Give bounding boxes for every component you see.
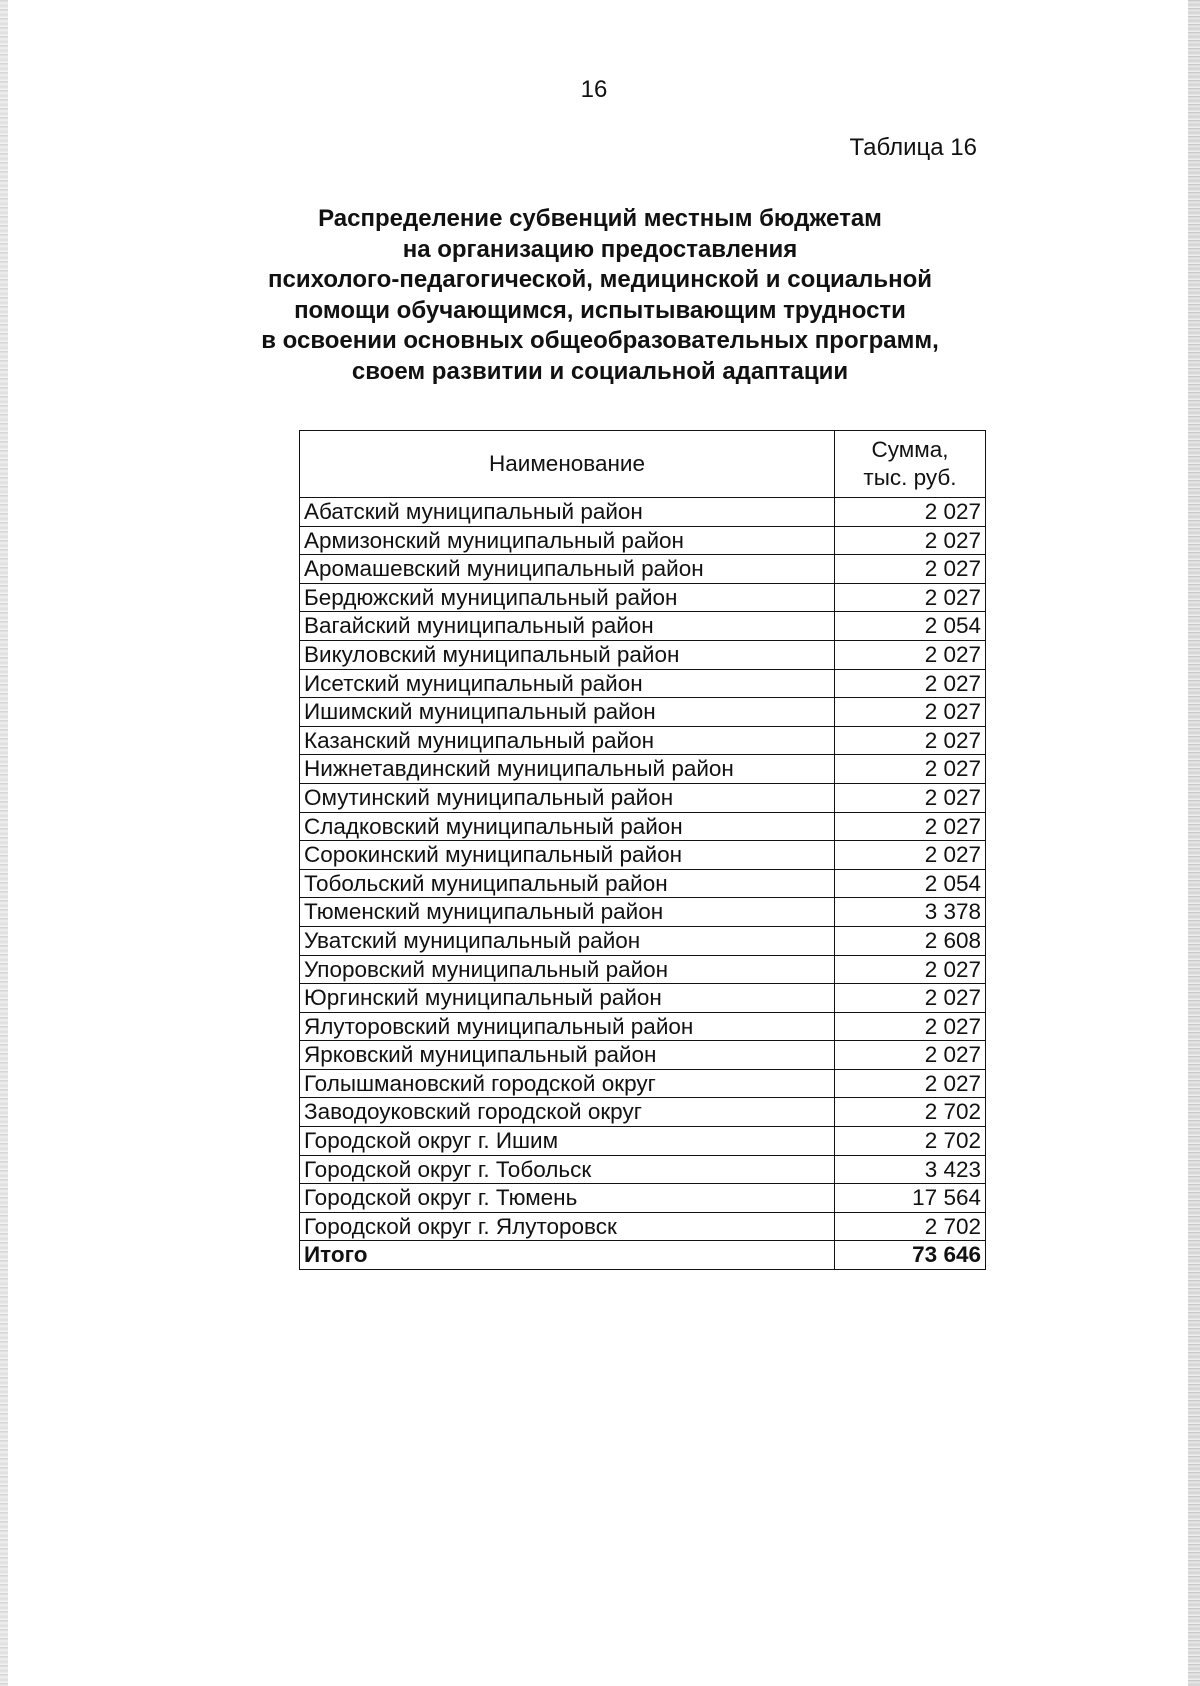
- cell-amount: 17 564: [835, 1184, 986, 1213]
- total-amount: 73 646: [835, 1241, 986, 1270]
- cell-name: Уватский муниципальный район: [300, 926, 835, 955]
- cell-amount: 2 027: [835, 555, 986, 584]
- cell-amount: 2 702: [835, 1098, 986, 1127]
- cell-name: Омутинский муниципальный район: [300, 783, 835, 812]
- cell-amount: 2 027: [835, 640, 986, 669]
- cell-name: Тобольский муниципальный район: [300, 869, 835, 898]
- table-row: [300, 926, 986, 955]
- cell-name: Городской округ г. Тюмень: [300, 1184, 835, 1213]
- cell-amount: 2 027: [835, 583, 986, 612]
- header-name: Наименование: [300, 431, 835, 498]
- table-row: [300, 1041, 986, 1070]
- cell-amount: 2 027: [835, 1069, 986, 1098]
- cell-amount: 2 027: [835, 698, 986, 727]
- cell-amount: 2 702: [835, 1212, 986, 1241]
- table-row: [300, 955, 986, 984]
- table-row: [300, 812, 986, 841]
- cell-name: Сладковский муниципальный район: [300, 812, 835, 841]
- table-row: [300, 1098, 986, 1127]
- cell-name: Вагайский муниципальный район: [300, 612, 835, 641]
- document-title: [240, 204, 960, 387]
- table-row: [300, 984, 986, 1013]
- cell-name: Городской округ г. Ишим: [300, 1127, 835, 1156]
- table-row: [300, 755, 986, 784]
- subvention-table: [299, 430, 986, 1270]
- table-row: [300, 498, 986, 527]
- table-body: [300, 498, 986, 1270]
- cell-name: Заводоуковский городской округ: [300, 1098, 835, 1127]
- cell-amount: 2 027: [835, 669, 986, 698]
- table-row: [300, 1184, 986, 1213]
- cell-name: Казанский муниципальный район: [300, 726, 835, 755]
- table-row: [300, 1212, 986, 1241]
- cell-amount: 3 423: [835, 1155, 986, 1184]
- table-row: [300, 898, 986, 927]
- header-amount: [835, 431, 986, 498]
- cell-amount: 2 608: [835, 926, 986, 955]
- cell-amount: 2 702: [835, 1127, 986, 1156]
- table-row: [300, 1127, 986, 1156]
- title-line: Распределение субвенций местным бюджетам: [318, 205, 882, 232]
- cell-amount: 2 027: [835, 1041, 986, 1070]
- cell-name: Упоровский муниципальный район: [300, 955, 835, 984]
- table-row: [300, 669, 986, 698]
- cell-name: Тюменский муниципальный район: [300, 898, 835, 927]
- cell-name: Бердюжский муниципальный район: [300, 583, 835, 612]
- table-row: [300, 726, 986, 755]
- cell-amount: 2 027: [835, 498, 986, 527]
- total-label: Итого: [300, 1241, 835, 1270]
- cell-amount: 2 054: [835, 869, 986, 898]
- cell-amount: 2 027: [835, 783, 986, 812]
- cell-amount: 2 027: [835, 955, 986, 984]
- table-row: [300, 640, 986, 669]
- cell-amount: 3 378: [835, 898, 986, 927]
- title-line: в освоении основных общеобразовательных программ,: [261, 327, 939, 354]
- cell-amount: 2 027: [835, 984, 986, 1013]
- table-header-row: [300, 431, 986, 498]
- cell-name: Голышмановский городской округ: [300, 1069, 835, 1098]
- cell-name: Аромашевский муниципальный район: [300, 555, 835, 584]
- table-row: [300, 869, 986, 898]
- table-row: [300, 555, 986, 584]
- scan-edge-right: [1188, 0, 1200, 1686]
- cell-amount: 2 027: [835, 841, 986, 870]
- header-amount-line1: Сумма,: [871, 437, 949, 462]
- header-amount-line2: тыс. руб.: [863, 465, 957, 490]
- cell-amount: 2 027: [835, 812, 986, 841]
- table-row: [300, 1069, 986, 1098]
- table-row: [300, 698, 986, 727]
- title-line: своем развитии и социальной адаптации: [351, 357, 849, 385]
- cell-name: Абатский муниципальный район: [300, 498, 835, 527]
- table-row: [300, 1155, 986, 1184]
- cell-amount: 2 027: [835, 726, 986, 755]
- cell-name: Викуловский муниципальный район: [300, 640, 835, 669]
- cell-amount: 2 027: [835, 1012, 986, 1041]
- cell-name: Нижнетавдинский муниципальный район: [300, 755, 835, 784]
- cell-name: Армизонский муниципальный район: [300, 526, 835, 555]
- cell-amount: 2 027: [835, 526, 986, 555]
- cell-amount: 2 027: [835, 755, 986, 784]
- title-line: психолого-педагогической, медицинской и социальной: [267, 266, 933, 293]
- cell-name: Ишимский муниципальный район: [300, 698, 835, 727]
- cell-amount: 2 054: [835, 612, 986, 641]
- cell-name: Ялуторовский муниципальный район: [300, 1012, 835, 1041]
- table-row: [300, 1012, 986, 1041]
- title-line: помощи обучающимся, испытывающим трудности: [294, 296, 906, 324]
- cell-name: Сорокинский муниципальный район: [300, 841, 835, 870]
- scan-edge-left: [0, 0, 8, 1686]
- cell-name: Городской округ г. Ялуторовск: [300, 1212, 835, 1241]
- cell-name: Юргинский муниципальный район: [300, 984, 835, 1013]
- total-row: [300, 1241, 986, 1270]
- table-row: [300, 526, 986, 555]
- table-row: [300, 841, 986, 870]
- page-number: 16: [580, 76, 608, 103]
- cell-name: Исетский муниципальный район: [300, 669, 835, 698]
- cell-name: Ярковский муниципальный район: [300, 1041, 835, 1070]
- table-row: [300, 583, 986, 612]
- table-row: [300, 783, 986, 812]
- cell-name: Городской округ г. Тобольск: [300, 1155, 835, 1184]
- table-row: [300, 612, 986, 641]
- title-line: на организацию предоставления: [402, 235, 798, 263]
- table-caption: Таблица 16: [849, 134, 977, 161]
